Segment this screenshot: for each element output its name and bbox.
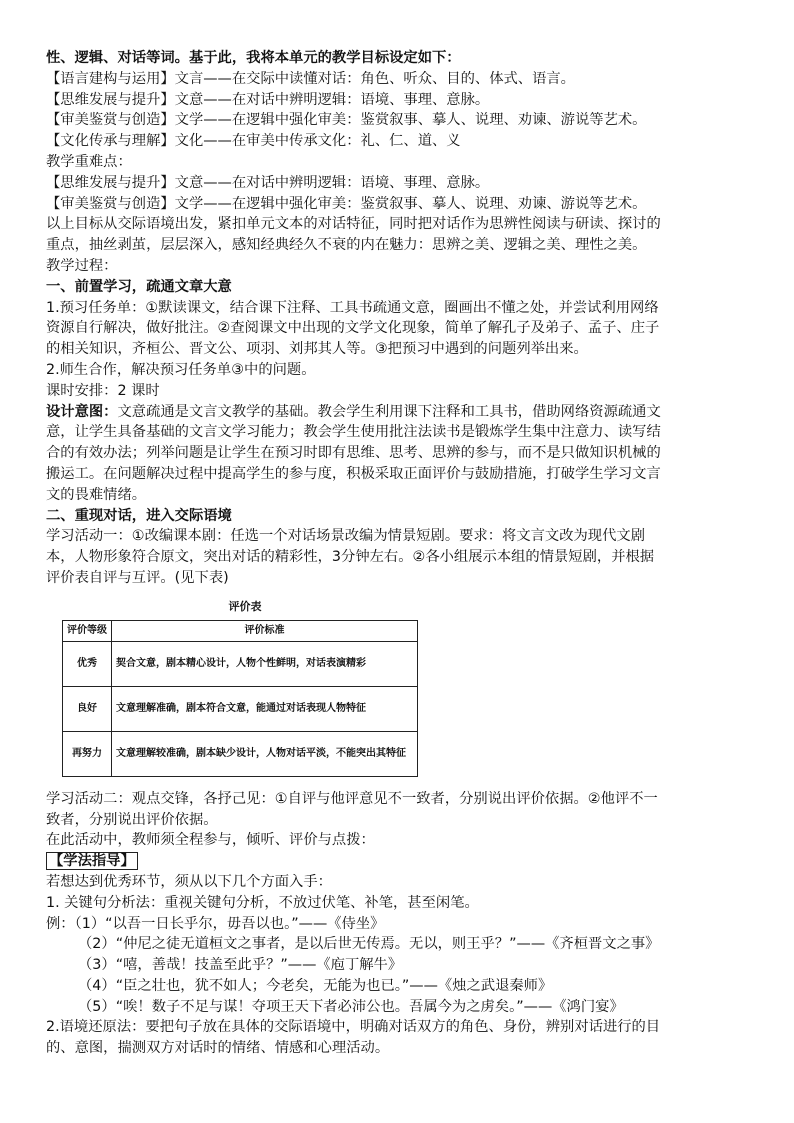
text-line: 致者，分别说出评价依据。 bbox=[46, 811, 218, 828]
text-line: 合的有效办法；列举问题是让学生在预习时即有思维、思考、思辨的参与，而不是只做知识机械的 bbox=[46, 445, 661, 462]
bottom-section bbox=[46, 789, 751, 1059]
top-section bbox=[46, 48, 751, 589]
table-header-row bbox=[63, 620, 418, 641]
text-line: 教学重难点： bbox=[46, 153, 132, 170]
text-line: 课时安排：2 课时 bbox=[46, 382, 160, 399]
text-line: 重点，抽丝剥茧，层层深入，感知经典经久不衰的内在魅力：思辨之美、逻辑之美、理性之美。 bbox=[46, 237, 647, 254]
text-line: 教学过程： bbox=[46, 257, 118, 274]
text-line: 性、逻辑、对话等词。基于此，我将本单元的教学目标设定如下： bbox=[46, 50, 461, 66]
header-grade: 评价等级 bbox=[63, 620, 112, 641]
text-line: 若想达到优秀环节，须从以下几个方面入手： bbox=[46, 873, 332, 890]
lead-label: 设计意图： bbox=[46, 403, 118, 420]
text-line: 资源自行解决，做好批注。②查阅课文中出现的文学文化现象，简单了解孔子及弟子、孟子、庄子 bbox=[46, 320, 660, 337]
text-line: （4）“臣之壮也，犹不如人；今老矣，无能为也已。”——《烛之武退秦师》 bbox=[78, 977, 553, 994]
text-line bbox=[46, 851, 751, 872]
text-line: 在此活动中，教师须全程参与，倾听、评价与点拨： bbox=[46, 832, 375, 849]
text-line: 学习活动一：①改编课本剧：任选一个对话场景改编为情景短剧。要求：将文言文改为现代文剧 bbox=[46, 528, 645, 545]
grade-cell: 再努力 bbox=[63, 731, 112, 776]
criteria-cell: 契合文意，剧本精心设计，人物个性鲜明，对话表演精彩 bbox=[112, 641, 418, 686]
text-line: （2）“仲尼之徒无道桓文之事者，是以后世无传焉。无以，则王乎？”——《齐桓晋文之事》 bbox=[78, 936, 660, 953]
text-line bbox=[46, 402, 751, 423]
boxed-heading: 【学法指导】 bbox=[46, 852, 138, 870]
text-line: 【审美鉴赏与创造】文学——在逻辑中强化审美：鉴赏叙事、摹人、说理、劝谏、游说等艺术。 bbox=[46, 195, 647, 212]
text-line: 1.预习任务单：①默读课文，结合课下注释、工具书疏通文意，圈画出不懂之处，并尝试利用网络 bbox=[46, 299, 659, 316]
table-row bbox=[63, 731, 418, 776]
text-line: 【思维发展与提升】文意——在对话中辨明逻辑：语境、事理、意脉。 bbox=[46, 174, 490, 191]
table-row bbox=[63, 686, 418, 731]
text-line: （3）“嘻，善哉！技盖至此乎？”——《庖丁解牛》 bbox=[78, 957, 403, 974]
table-caption: 评价表 bbox=[228, 599, 262, 613]
text-line: 【思维发展与提升】文意——在对话中辨明逻辑：语境、事理、意脉。 bbox=[46, 91, 490, 108]
text-line: 的相关知识，齐桓公、晋文公、项羽、刘邦其人等。③把预习中遇到的问题列举出来。 bbox=[46, 341, 588, 358]
table-row bbox=[63, 641, 418, 686]
line-rest: 文意疏通是文言文教学的基础。教会学生利用课下注释和工具书，借助网络资源疏通文 bbox=[117, 403, 661, 420]
grade-cell: 良好 bbox=[63, 686, 112, 731]
text-line: 二、重现对话，进入交际语境 bbox=[46, 507, 232, 524]
text-line: 文的畏难情绪。 bbox=[46, 486, 147, 503]
text-line: 搬运工。在问题解决过程中提高学生的参与度，积极采取正面评价与鼓励措施，打破学生学习文言 bbox=[46, 465, 661, 482]
text-line: 以上目标从交际语境出发，紧扣单元文本的对话特征，同时把对话作为思辨性阅读与研读、探讨的 bbox=[46, 216, 661, 233]
evaluation-table bbox=[62, 620, 418, 777]
text-line: 【审美鉴赏与创造】文学——在逻辑中强化审美：鉴赏叙事、摹人、说理、劝谏、游说等艺术。 bbox=[46, 112, 647, 129]
criteria-cell: 文意理解较准确，剧本缺少设计，人物对话平淡，不能突出其特征 bbox=[112, 731, 418, 776]
text-line: 【文化传承与理解】文化——在审美中传承文化：礼、仁、道、义 bbox=[46, 133, 461, 150]
text-line: 1. 关键句分析法：重视关键句分析，不放过伏笔、补笔，甚至闲笔。 bbox=[46, 894, 479, 911]
text-line: 意，让学生具备基础的文言文学习能力；教会学生使用批注法读书是锻炼学生集中注意力、读写结 bbox=[46, 424, 661, 441]
text-line: 例：（1）“以吾一日长乎尔，毋吾以也。”——《侍坐》 bbox=[46, 915, 385, 932]
text-line: 【语言建构与运用】文言——在交际中读懂对话：角色、听众、目的、体式、语言。 bbox=[46, 70, 575, 87]
header-criteria: 评价标准 bbox=[112, 620, 418, 641]
text-line: 本，人物形象符合原文，突出对话的精彩性，3分钟左右。②各小组展示本组的情景短剧，并根据 bbox=[46, 549, 655, 566]
text-line: 的、意图，揣测双方对话时的情绪、情感和心理活动。 bbox=[46, 1040, 390, 1057]
document-page bbox=[46, 48, 751, 1059]
text-line: （5）“唉！数子不足与谋！夺项王天下者必沛公也。吾属今为之虏矣。”——《鸿门宴》 bbox=[78, 998, 624, 1015]
grade-cell: 优秀 bbox=[63, 641, 112, 686]
text-line: 2.语境还原法：要把句子放在具体的交际语境中，明确对话双方的角色、身份，辨别对话进行的目 bbox=[46, 1019, 661, 1036]
text-line: 一、前置学习，疏通文章大意 bbox=[46, 278, 232, 295]
text-line: 评价表自评与互评。(见下表) bbox=[46, 569, 229, 586]
text-line: 学习活动二：观点交锋，各抒己见：①自评与他评意见不一致者，分别说出评价依据。②他评不一 bbox=[46, 790, 658, 807]
criteria-cell: 文意理解准确，剧本符合文意，能通过对话表现人物特征 bbox=[112, 686, 418, 731]
evaluation-table-block bbox=[62, 599, 418, 777]
text-line: 2.师生合作，解决预习任务单③中的问题。 bbox=[46, 361, 316, 378]
